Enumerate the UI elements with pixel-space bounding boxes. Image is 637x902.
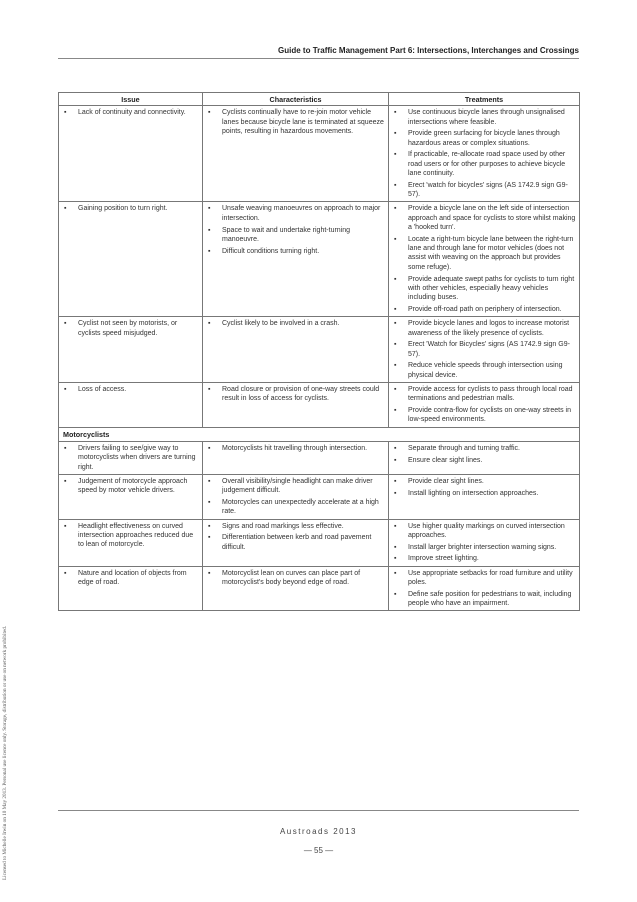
list-item: ▪ Use continuous bicycle lanes through unsignalised intersections where feasible. — [392, 108, 576, 127]
list-item: ▪ Headlight effectiveness on curved intersection approaches reduced due to lean of motorcycle. — [62, 522, 199, 550]
issue-cell — [59, 202, 203, 317]
issue-cell — [59, 442, 203, 475]
list-item: ▪ Motorcyclists hit travelling through intersection. — [206, 444, 385, 453]
treatments-cell — [389, 202, 580, 317]
header-divider — [58, 58, 579, 59]
list-item: ▪ Use higher quality markings on curved intersection approaches. — [392, 522, 576, 541]
characteristics-cell — [203, 442, 389, 475]
issue-list — [62, 385, 199, 394]
treatments-list — [392, 385, 576, 425]
list-item: ▪ Erect 'watch for bicycles' signs (AS 1742.9 sign G9-57). — [392, 181, 576, 200]
treatments-cell — [389, 566, 580, 611]
treatments-list — [392, 319, 576, 380]
treatments-list — [392, 204, 576, 314]
list-item: ▪ Reduce vehicle speeds through intersection using physical device. — [392, 361, 576, 380]
treatments-list — [392, 522, 576, 564]
list-item: ▪ If practicable, re-allocate road space used by other road users or for other purposes to achieve bicycle lane continuity. — [392, 150, 576, 178]
issues-table — [58, 92, 580, 611]
characteristics-list — [206, 385, 385, 404]
issue-cell — [59, 519, 203, 566]
characteristics-list — [206, 569, 385, 588]
list-item: ▪ Ensure clear sight lines. — [392, 456, 576, 465]
characteristics-list — [206, 477, 385, 517]
list-item: ▪ Motorcycles can unexpectedly accelerate at a high rate. — [206, 498, 385, 517]
list-item: ▪ Gaining position to turn right. — [62, 204, 199, 213]
section-row-motorcyclists — [59, 427, 580, 441]
list-item: ▪ Provide access for cyclists to pass through local road terminations and pedestrian malls. — [392, 385, 576, 404]
column-header-characteristics: Characteristics — [203, 93, 389, 106]
characteristics-cell — [203, 383, 389, 428]
list-item: ▪ Use appropriate setbacks for road furniture and utility poles. — [392, 569, 576, 588]
treatments-list — [392, 477, 576, 498]
characteristics-cell — [203, 566, 389, 611]
page-header-title: Guide to Traffic Management Part 6: Intersections, Interchanges and Crossings — [278, 46, 579, 55]
characteristics-cell — [203, 106, 389, 202]
list-item: ▪ Separate through and turning traffic. — [392, 444, 576, 453]
column-header-treatments: Treatments — [389, 93, 580, 106]
list-item: ▪ Improve street lighting. — [392, 554, 576, 563]
list-item: ▪ Unsafe weaving manoeuvres on approach to major intersection. — [206, 204, 385, 223]
list-item: ▪ Provide clear sight lines. — [392, 477, 576, 486]
list-item: ▪ Define safe position for pedestrians to wait, including people who have an impairment. — [392, 590, 576, 609]
list-item: ▪ Difficult conditions turning right. — [206, 247, 385, 256]
list-item: ▪ Loss of access. — [62, 385, 199, 394]
characteristics-cell — [203, 474, 389, 519]
list-item: ▪ Lack of continuity and connectivity. — [62, 108, 199, 117]
issue-list — [62, 569, 199, 588]
table-row — [59, 383, 580, 428]
characteristics-cell — [203, 202, 389, 317]
issue-cell — [59, 474, 203, 519]
treatments-cell — [389, 317, 580, 383]
issue-list — [62, 477, 199, 496]
list-item: ▪ Erect 'Watch for Bicycles' signs (AS 1742.9 sign G9-57). — [392, 340, 576, 359]
characteristics-list — [206, 444, 385, 453]
footer-divider — [58, 810, 579, 811]
column-header-issue: Issue — [59, 93, 203, 106]
characteristics-list — [206, 319, 385, 328]
issue-list — [62, 108, 199, 117]
issue-list — [62, 319, 199, 338]
treatments-cell — [389, 383, 580, 428]
table-row — [59, 566, 580, 611]
characteristics-list — [206, 108, 385, 136]
list-item: ▪ Cyclist likely to be involved in a crash. — [206, 319, 385, 328]
issue-cell — [59, 317, 203, 383]
list-item: ▪ Signs and road markings less effective. — [206, 522, 385, 531]
issue-cell — [59, 106, 203, 202]
list-item: ▪ Motorcyclist lean on curves can place part of motorcyclist's body beyond edge of road. — [206, 569, 385, 588]
treatments-cell — [389, 519, 580, 566]
section-rows — [59, 427, 580, 441]
cyclist-rows — [59, 106, 580, 427]
table-row — [59, 442, 580, 475]
list-item: ▪ Install larger brighter intersection warning signs. — [392, 543, 576, 552]
characteristics-cell — [203, 317, 389, 383]
treatments-list — [392, 569, 576, 609]
list-item: ▪ Space to wait and undertake right-turning manoeuvre. — [206, 226, 385, 245]
table-row — [59, 519, 580, 566]
treatments-cell — [389, 106, 580, 202]
characteristics-cell — [203, 519, 389, 566]
table-row — [59, 474, 580, 519]
list-item: ▪ Provide off-road path on periphery of intersection. — [392, 305, 576, 314]
footer-organisation: Austroads 2013 — [279, 827, 358, 836]
list-item: ▪ Provide adequate swept paths for cyclists to turn right with other vehicles, especially heavy vehicles including buses. — [392, 275, 576, 303]
licence-notice — [2, 480, 14, 880]
issue-list — [62, 204, 199, 213]
table-row — [59, 202, 580, 317]
table-row — [59, 317, 580, 383]
page-number: — 55 — — [303, 846, 334, 855]
list-item: ▪ Provide bicycle lanes and logos to increase motorist awareness of the likely presence of cyclists. — [392, 319, 576, 338]
list-item: ▪ Overall visibility/single headlight can make driver judgement difficult. — [206, 477, 385, 496]
list-item: ▪ Locate a right-turn bicycle lane between the right-turn lane and through lane for motor vehicles (does not assist with weaving on the approach but provides some refuge). — [392, 235, 576, 272]
list-item: ▪ Cyclists continually have to re-join motor vehicle lanes because bicycle lane is terminated at squeeze points, resulting in hazardous movements. — [206, 108, 385, 136]
list-item: ▪ Install lighting on intersection approaches. — [392, 489, 576, 498]
section-label: Motorcyclists — [59, 427, 580, 441]
table-row — [59, 106, 580, 202]
list-item: ▪ Nature and location of objects from edge of road. — [62, 569, 199, 588]
issue-cell — [59, 383, 203, 428]
issue-list — [62, 444, 199, 472]
issue-cell — [59, 566, 203, 611]
issue-list — [62, 522, 199, 550]
motorcyclist-rows — [59, 442, 580, 611]
characteristics-list — [206, 522, 385, 552]
list-item: ▪ Provide green surfacing for bicycle lanes through hazardous areas or complex situations. — [392, 129, 576, 148]
table-header-row — [59, 93, 580, 106]
list-item: ▪ Provide contra-flow for cyclists on one-way streets in low-speed environments. — [392, 406, 576, 425]
treatments-list — [392, 108, 576, 199]
list-item: ▪ Judgement of motorcycle approach speed by motor vehicle drivers. — [62, 477, 199, 496]
treatments-cell — [389, 442, 580, 475]
characteristics-list — [206, 204, 385, 255]
list-item: ▪ Provide a bicycle lane on the left side of intersection approach and space for cyclists to store whilst making a 'hooked turn'. — [392, 204, 576, 232]
list-item: ▪ Road closure or provision of one-way streets could result in loss of access for cyclists. — [206, 385, 385, 404]
list-item: ▪ Cyclist not seen by motorists, or cyclists speed misjudged. — [62, 319, 199, 338]
list-item: ▪ Drivers failing to see/give way to motorcyclists when drivers are turning right. — [62, 444, 199, 472]
licence-notice-text: Licensed to Michelle Irwin on 10 May 2013. Personal use licence only. Storage, distribution or use on network prohibited. — [2, 625, 8, 880]
treatments-cell — [389, 474, 580, 519]
treatments-list — [392, 444, 576, 465]
list-item: ▪ Differentiation between kerb and road pavement difficult. — [206, 533, 385, 552]
